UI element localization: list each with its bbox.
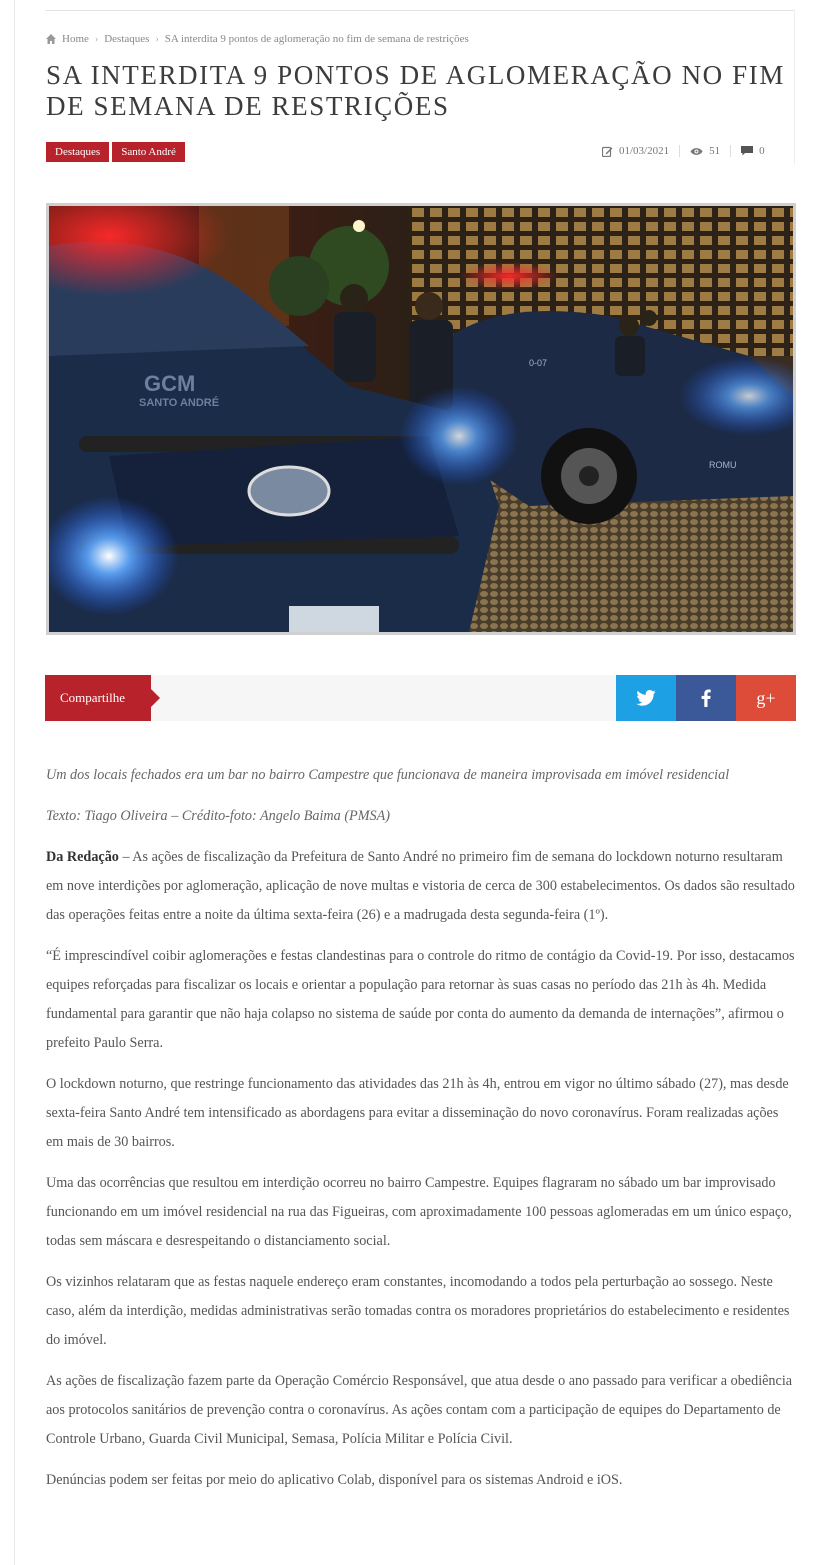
meta-views xyxy=(680,145,731,157)
breadcrumb-home-link[interactable]: Home xyxy=(62,33,89,45)
facebook-share-button[interactable] xyxy=(676,675,736,721)
tag-santo-andre[interactable]: Santo André xyxy=(112,142,185,162)
tag-destaques[interactable]: Destaques xyxy=(46,142,109,162)
paragraph-quote: “É imprescindível coibir aglomerações e festas clandestinas para o controle do ritmo de contágio da Covid-19. Por isso, destacamos equipes reforçadas para fiscalizar os locais e orientar a população para retornar às suas casas no período das 21h às 4h. Medida fundamental para garantir que não haja colapso no sistema de saúde por conta do aumento da demanda de internações”, afirmou o prefeito Paulo Serra. xyxy=(46,948,795,1051)
chevron-right-icon: › xyxy=(94,33,99,45)
home-icon[interactable] xyxy=(46,34,56,44)
photo-caption: Um dos locais fechados era um bar no bairro Campestre que funcionava de maneira improvisada em imóvel residencial xyxy=(46,767,730,783)
photo-unit-text: 0-07 xyxy=(529,358,548,368)
photo-gcm-text: GCM xyxy=(144,371,196,396)
article-meta xyxy=(592,145,765,157)
googleplus-icon: g+ xyxy=(756,687,776,708)
article-tags xyxy=(46,142,185,162)
article-photo xyxy=(46,203,796,635)
view-count: 51 xyxy=(709,145,721,157)
share-label: Compartilhe xyxy=(45,675,151,721)
photo-city-text: SANTO ANDRÉ xyxy=(139,397,220,409)
googleplus-share-button[interactable] xyxy=(736,675,796,721)
edit-icon xyxy=(602,146,613,157)
eye-icon xyxy=(690,147,703,156)
meta-comments[interactable] xyxy=(731,145,765,157)
lead-text: – As ações de fiscalização da Prefeitura de Santo André no primeiro fim de semana do lockdown noturno resultaram em nove interdições por aglomeração, aplicação de nove multas e vistoria de cerca de 300 estabelecimentos. Os dados são resultado das operações feitas entre a noite da última sexta-feira (26) e a madrugada desta segunda-feira (1º). xyxy=(46,849,795,923)
breadcrumb-section-link[interactable]: Destaques xyxy=(104,33,150,45)
breadcrumb xyxy=(46,33,469,45)
twitter-icon xyxy=(636,690,656,706)
article-page xyxy=(14,0,795,1565)
right-divider xyxy=(794,10,795,165)
photo-side-text: ROMU xyxy=(709,460,737,470)
paragraph-campestre: Uma das ocorrências que resultou em interdição ocorreu no bairro Campestre. Equipes flagraram no sábado um bar improvisado funcionando em um imóvel residencial na rua das Figueiras, com aproximadamente 100 pessoas aglomeradas em um único espaço, todas sem máscara e desrespeitando o distanciamento social. xyxy=(46,1175,792,1249)
paragraph-vizinhos: Os vizinhos relataram que as festas naquele endereço eram constantes, incomodando a todos pela perturbação ao sossego. Neste caso, além da interdição, medidas administrativas serão tomadas contra os moradores proprietários do estabelecimento e residentes do imóvel. xyxy=(46,1274,790,1348)
share-bar xyxy=(45,675,796,721)
paragraph-operacao: As ações de fiscalização fazem parte da Operação Comércio Responsável, que atua desde o ano passado para verificar a obediência aos protocolos sanitários de prevenção contra o coronavírus. As ações contam com a participação de equipes do Departamento de Controle Urbano, Guarda Civil Municipal, Semasa, Polícia Militar e Polícia Civil. xyxy=(46,1373,793,1447)
photo-credit: Texto: Tiago Oliveira – Crédito-foto: Angelo Baima (PMSA) xyxy=(46,808,391,824)
facebook-icon xyxy=(701,689,711,707)
comment-icon xyxy=(741,146,753,156)
lead-label: Da Redação xyxy=(46,849,119,865)
paragraph-lockdown: O lockdown noturno, que restringe funcionamento das atividades das 21h às 4h, entrou em vigor no último sábado (27), mas desde sexta-feira Santo André tem intensificado as abordagens para evitar a disseminação do novo coronavírus. Foram realizadas ações em mais de 30 bairros. xyxy=(46,1076,789,1150)
twitter-share-button[interactable] xyxy=(616,675,676,721)
lead-paragraph xyxy=(46,843,798,930)
top-divider xyxy=(45,10,795,11)
breadcrumb-current: SA interdita 9 pontos de aglomeração no fim de semana de restrições xyxy=(164,33,469,45)
chevron-right-icon: › xyxy=(155,33,159,45)
article-body xyxy=(46,761,798,1507)
paragraph-denuncias: Denúncias podem ser feitas por meio do aplicativo Colab, disponível para os sistemas Android e iOS. xyxy=(46,1472,623,1488)
comment-count: 0 xyxy=(759,145,765,157)
article-title: SA INTERDITA 9 PONTOS DE AGLOMERAÇÃO NO FIM DE SEMANA DE RESTRIÇÕES xyxy=(46,60,785,121)
article-date: 01/03/2021 xyxy=(619,145,670,157)
meta-date xyxy=(592,145,680,157)
